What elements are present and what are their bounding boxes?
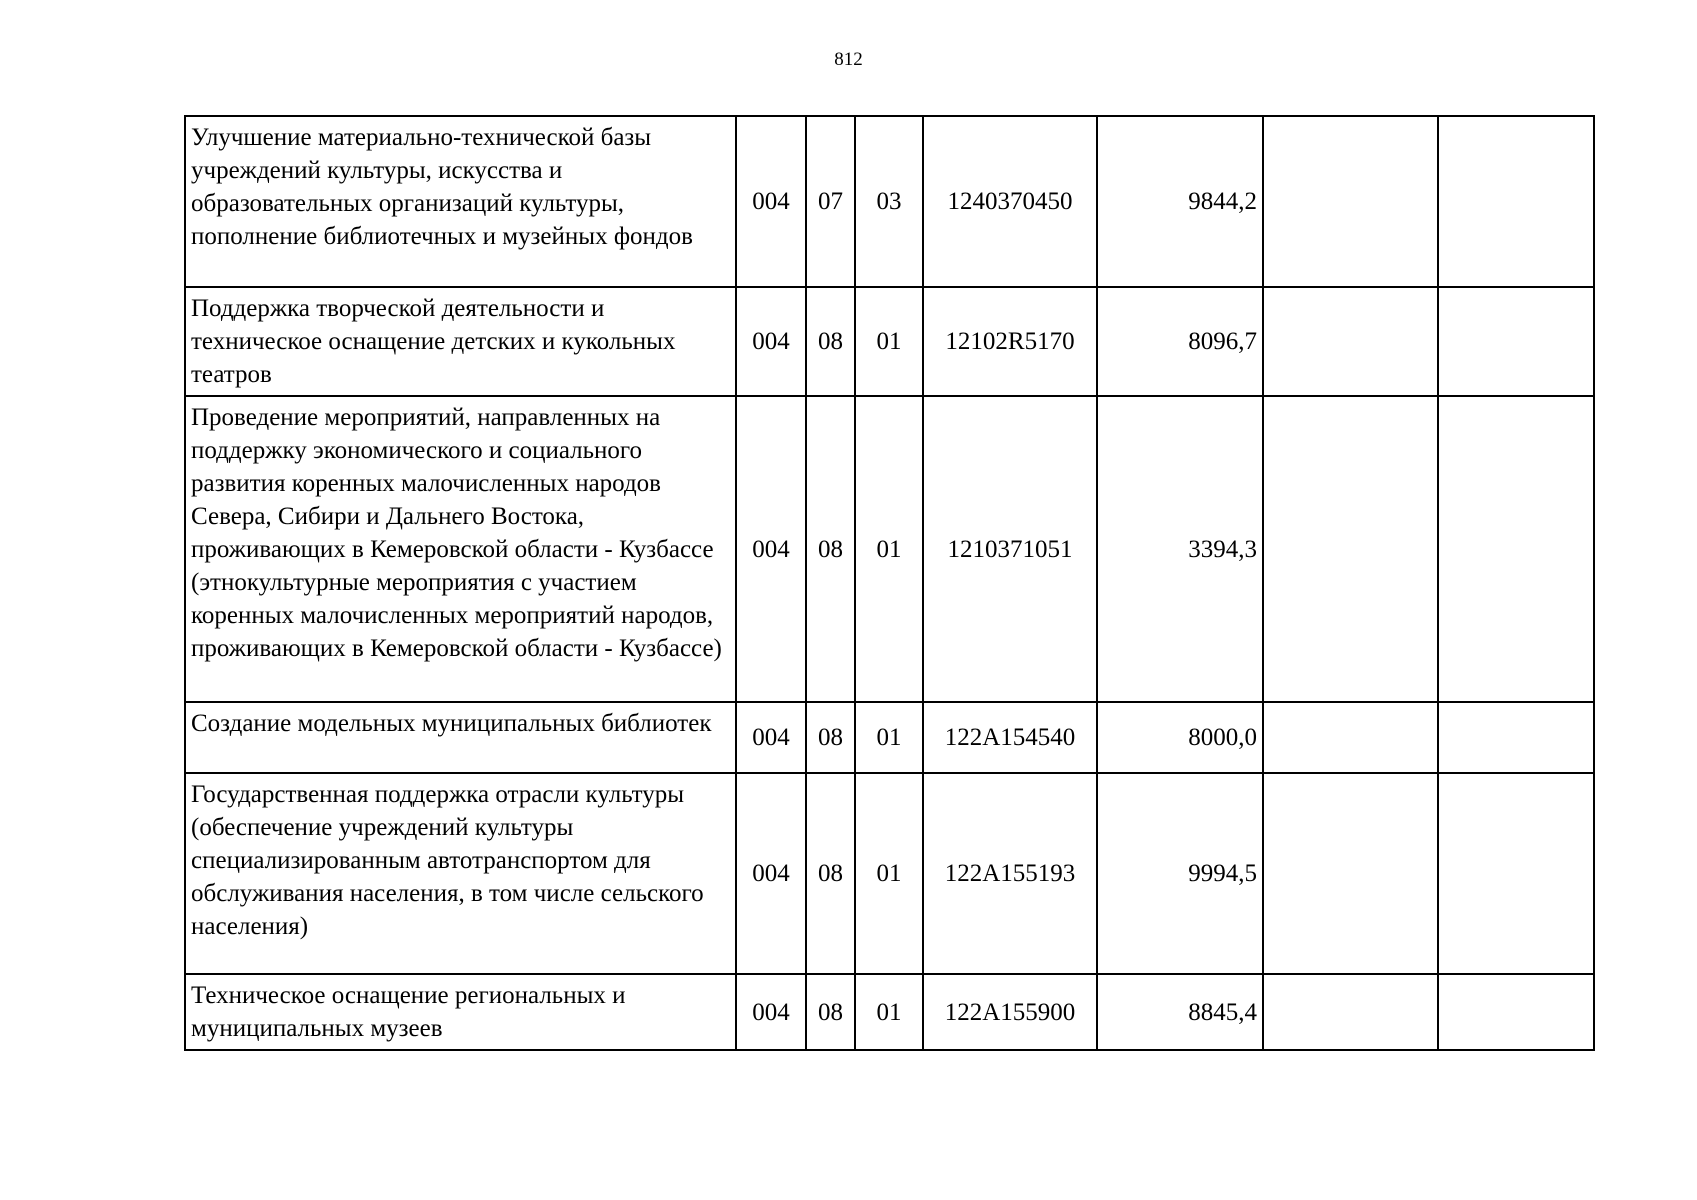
ministry-code-cell: 004 [736, 396, 806, 702]
ministry-code-cell: 004 [736, 116, 806, 287]
section-code-cell: 08 [806, 396, 855, 702]
table-row [185, 116, 1594, 287]
expense-name-cell: Техническое оснащение региональных и муниципальных музеев [185, 974, 736, 1050]
ministry-code-cell: 004 [736, 773, 806, 974]
section-code-cell: 08 [806, 287, 855, 396]
table-row [185, 702, 1594, 773]
section-code-cell: 08 [806, 974, 855, 1050]
empty-cell [1438, 702, 1594, 773]
table-row [185, 396, 1594, 702]
subsection-code-cell: 03 [855, 116, 923, 287]
amount-cell: 9994,5 [1097, 773, 1263, 974]
subsection-code-cell: 01 [855, 396, 923, 702]
empty-cell [1263, 287, 1438, 396]
empty-cell [1263, 116, 1438, 287]
page-number: 812 [834, 49, 863, 70]
amount-cell: 8096,7 [1097, 287, 1263, 396]
ministry-code-cell: 004 [736, 974, 806, 1050]
empty-cell [1263, 702, 1438, 773]
empty-cell [1438, 974, 1594, 1050]
target-article-cell: 122A155900 [923, 974, 1097, 1050]
amount-cell: 8000,0 [1097, 702, 1263, 773]
target-article-cell: 1210371051 [923, 396, 1097, 702]
table-row [185, 287, 1594, 396]
target-article-cell: 12102R5170 [923, 287, 1097, 396]
empty-cell [1438, 396, 1594, 702]
amount-cell: 9844,2 [1097, 116, 1263, 287]
amount-cell: 8845,4 [1097, 974, 1263, 1050]
budget-table [184, 115, 1595, 1051]
table-row [185, 773, 1594, 974]
expense-name-cell: Государственная поддержка отрасли культуры (обеспечение учреждений культуры специализированным автотранспортом для обслуживания населения, в том числе сельского населения) [185, 773, 736, 974]
empty-cell [1438, 287, 1594, 396]
expense-name-cell: Создание модельных муниципальных библиотек [185, 702, 736, 773]
section-code-cell: 08 [806, 702, 855, 773]
expense-name-cell: Улучшение материально-технической базы учреждений культуры, искусства и образовательных организаций культуры, пополнение библиотечных и музейных фондов [185, 116, 736, 287]
ministry-code-cell: 004 [736, 287, 806, 396]
target-article-cell: 1240370450 [923, 116, 1097, 287]
empty-cell [1438, 116, 1594, 287]
section-code-cell: 08 [806, 773, 855, 974]
subsection-code-cell: 01 [855, 702, 923, 773]
section-code-cell: 07 [806, 116, 855, 287]
amount-cell: 3394,3 [1097, 396, 1263, 702]
empty-cell [1263, 773, 1438, 974]
target-article-cell: 122A154540 [923, 702, 1097, 773]
expense-name-cell: Проведение мероприятий, направленных на поддержку экономического и социального развития коренных малочисленных народов Севера, Сибири и Дальнего Востока, проживающих в Кемеровской области - Кузбассе (этнокультурные мероприятия с участием коренных малочисленных мероприятий народов, проживающих в Кемеровской области - Кузбассе) [185, 396, 736, 702]
subsection-code-cell: 01 [855, 773, 923, 974]
subsection-code-cell: 01 [855, 974, 923, 1050]
subsection-code-cell: 01 [855, 287, 923, 396]
expense-name-cell: Поддержка творческой деятельности и техническое оснащение детских и кукольных театров [185, 287, 736, 396]
target-article-cell: 122A155193 [923, 773, 1097, 974]
ministry-code-cell: 004 [736, 702, 806, 773]
empty-cell [1438, 773, 1594, 974]
table-row [185, 974, 1594, 1050]
empty-cell [1263, 396, 1438, 702]
empty-cell [1263, 974, 1438, 1050]
